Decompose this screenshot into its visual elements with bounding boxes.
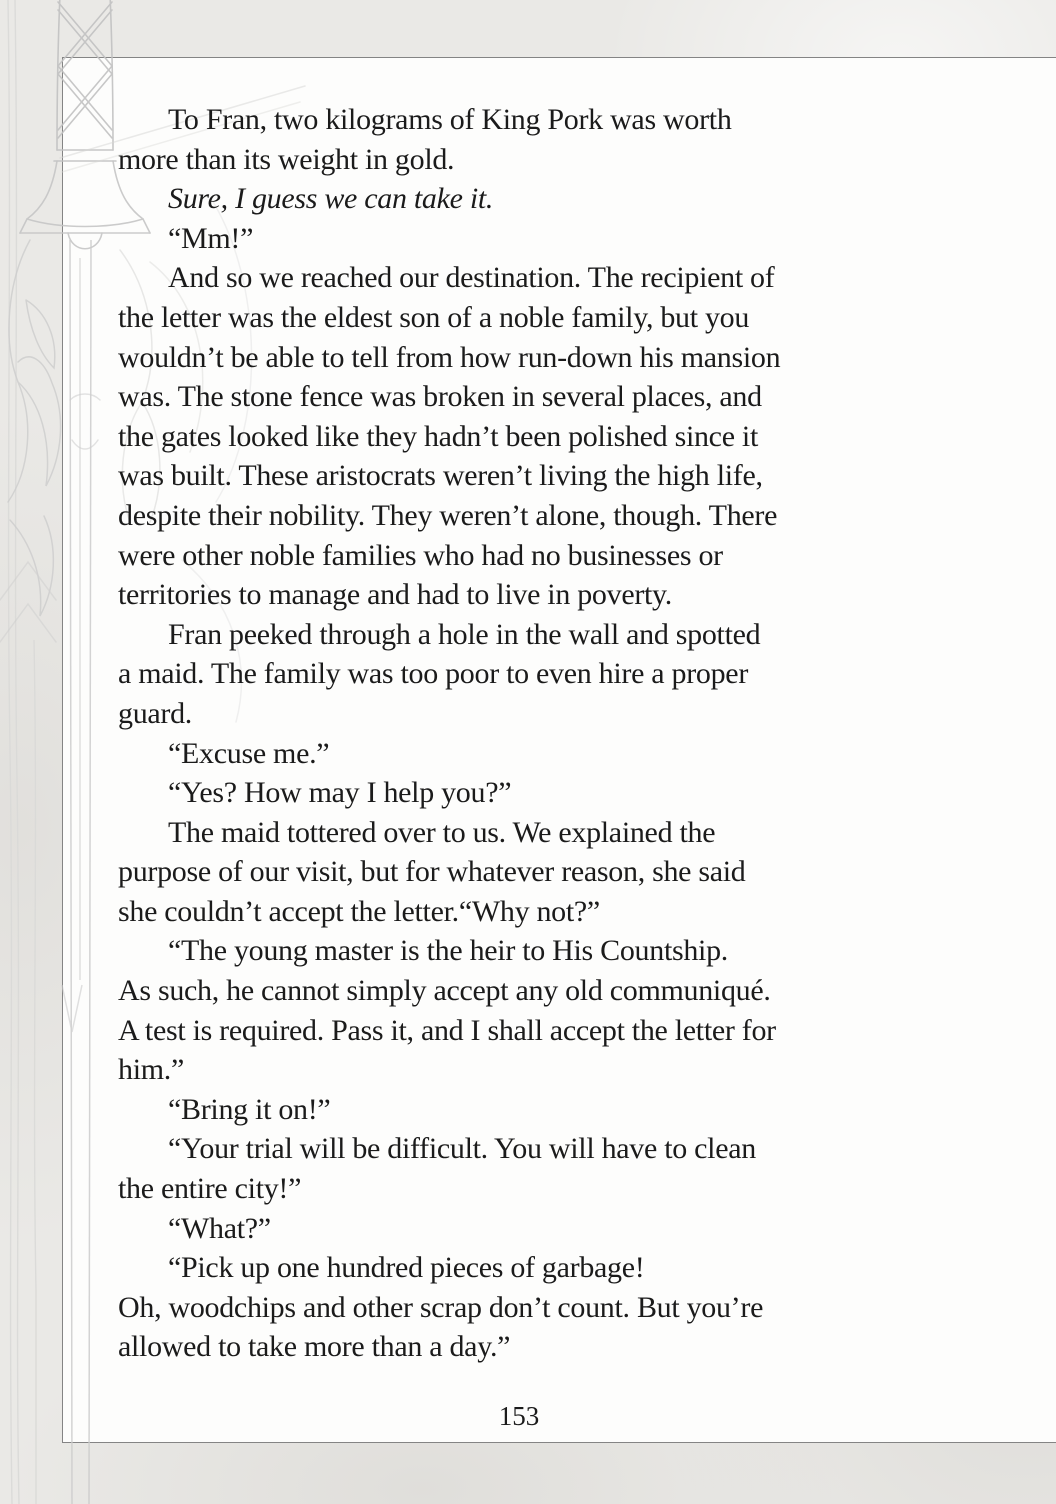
text-line: the gates looked like they hadn’t been polished since it <box>118 419 758 453</box>
page-text <box>118 100 920 1367</box>
text-line: “What?” <box>168 1211 271 1245</box>
book-page <box>62 57 1056 1443</box>
text-line: more than its weight in gold. <box>118 142 455 176</box>
text-line: despite their nobility. They weren’t alone, though. There <box>118 498 778 532</box>
text-line: guard. <box>118 696 193 730</box>
text-line: wouldn’t be able to tell from how run-down his mansion <box>118 340 781 374</box>
text-line: was built. These aristocrats weren’t living the high life, <box>118 459 763 493</box>
text-line: “The young master is the heir to His Countship. <box>168 934 728 968</box>
text-line: A test is required. Pass it, and I shall accept the letter for <box>118 1013 776 1047</box>
text-line: the letter was the eldest son of a noble family, but you <box>118 300 750 334</box>
text-line: a maid. The family was too poor to even hire a proper <box>118 657 749 691</box>
text-line: As such, he cannot simply accept any old communiqué. <box>118 974 771 1008</box>
text-line: Oh, woodchips and other scrap don’t count. But you’re <box>118 1290 764 1324</box>
text-line: The maid tottered over to us. We explained the <box>168 815 716 849</box>
text-line: the entire city!” <box>118 1172 302 1206</box>
text-line: “Mm!” <box>168 221 254 255</box>
text-line: allowed to take more than a day.” <box>118 1330 511 1364</box>
text-line: territories to manage and had to live in poverty. <box>118 578 673 612</box>
text-line: she couldn’t accept the letter.“Why not?” <box>118 894 600 928</box>
text-line: “Pick up one hundred pieces of garbage! <box>168 1251 645 1285</box>
text-line: were other noble families who had no businesses or <box>118 538 723 572</box>
page-number: 153 <box>498 1401 540 1431</box>
text-line: “Bring it on!” <box>168 1092 331 1126</box>
text-line: “Excuse me.” <box>168 736 330 770</box>
text-line: Sure, I guess we can take it. <box>168 182 494 216</box>
text-line: him.” <box>118 1053 184 1087</box>
text-line: To Fran, two kilograms of King Pork was worth <box>168 103 732 136</box>
text-line: purpose of our visit, but for whatever reason, she said <box>118 855 746 889</box>
text-line: “Your trial will be difficult. You will have to clean <box>168 1132 756 1166</box>
text-line: was. The stone fence was broken in several places, and <box>118 380 762 414</box>
text-line: Fran peeked through a hole in the wall and spotted <box>168 617 761 651</box>
text-line: “Yes? How may I help you?” <box>168 776 512 810</box>
text-line: And so we reached our destination. The recipient of <box>168 261 775 295</box>
